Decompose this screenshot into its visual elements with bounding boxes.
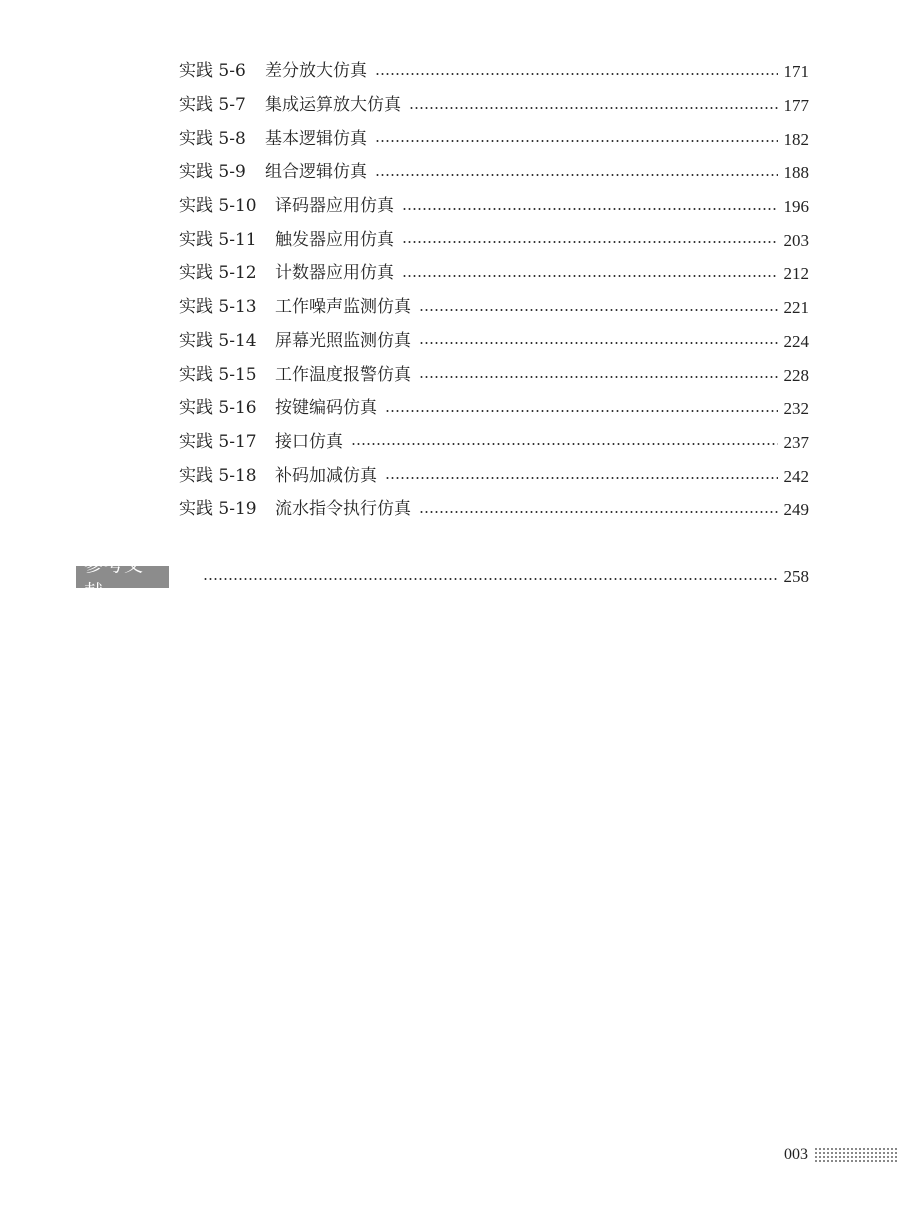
references-page: 258	[783, 567, 809, 586]
toc-entry[interactable]	[179, 459, 809, 493]
toc-entry-title: 补码加减仿真	[275, 465, 377, 486]
leader-dots	[419, 342, 778, 344]
leader-dots	[409, 107, 778, 109]
toc-entry-title: 基本逻辑仿真	[265, 128, 367, 149]
toc-entry-title: 计数器应用仿真	[275, 263, 394, 284]
toc-entry[interactable]	[179, 426, 809, 460]
toc-entry-number: 实践 5-12	[179, 263, 257, 284]
toc-entry-page: 232	[783, 399, 809, 419]
toc-entry-title: 译码器应用仿真	[275, 196, 394, 217]
leader-dots	[375, 73, 778, 75]
leader-dots	[419, 376, 778, 378]
toc-entry-page: 228	[783, 365, 809, 385]
dot-pattern-decoration	[814, 1147, 898, 1163]
toc-entry-number: 实践 5-7	[179, 95, 246, 116]
toc-entry-number: 实践 5-6	[179, 61, 246, 82]
toc-entry-number: 实践 5-16	[179, 398, 257, 419]
toc-entry[interactable]	[179, 257, 809, 291]
toc-entry-title: 按键编码仿真	[275, 398, 377, 419]
toc-entry-page: 177	[783, 96, 809, 116]
leader-dots	[375, 140, 778, 142]
toc-entry-number: 实践 5-15	[179, 364, 257, 385]
leader-dots	[402, 241, 778, 243]
leader-dots	[375, 174, 778, 176]
toc-entry[interactable]	[179, 122, 809, 156]
toc-entry-number: 实践 5-11	[179, 229, 257, 250]
toc-entry-title: 工作噪声监测仿真	[275, 297, 411, 318]
toc-entry-page: 212	[783, 264, 809, 284]
leader-dots	[419, 511, 778, 513]
toc-entry-title: 接口仿真	[275, 431, 343, 452]
toc-entry-title: 差分放大仿真	[265, 61, 367, 82]
leader-dots	[203, 578, 778, 580]
references-entry[interactable]	[76, 554, 809, 603]
page-number: 003	[784, 1146, 808, 1163]
toc-entry[interactable]	[179, 156, 809, 190]
toc-entry-page: 203	[783, 230, 809, 250]
toc-entry-title: 组合逻辑仿真	[265, 162, 367, 183]
toc-entry-number: 实践 5-10	[179, 196, 257, 217]
toc-entry-number: 实践 5-18	[179, 465, 257, 486]
leader-dots	[351, 443, 778, 445]
toc-entry-title: 流水指令执行仿真	[275, 499, 411, 520]
leader-dots	[402, 275, 778, 277]
references-label: 参考文献	[76, 566, 169, 588]
toc-entry-page: 249	[783, 500, 809, 520]
toc-entry-page: 237	[783, 432, 809, 452]
toc-entry-page: 221	[783, 298, 809, 318]
toc-entry-page: 171	[783, 62, 809, 82]
toc-entry-number: 实践 5-9	[179, 162, 246, 183]
toc-entry-page: 196	[783, 197, 809, 217]
toc-entry[interactable]	[179, 392, 809, 426]
page-footer	[784, 1146, 898, 1164]
leader-dots	[385, 410, 778, 412]
toc-entry[interactable]	[179, 55, 809, 89]
toc-entry-title: 触发器应用仿真	[275, 229, 394, 250]
toc-entry[interactable]	[179, 493, 809, 527]
toc-entry[interactable]	[179, 190, 809, 224]
toc-entry-page: 188	[783, 163, 809, 183]
toc-entry[interactable]	[179, 291, 809, 325]
toc-entry-title: 集成运算放大仿真	[265, 95, 401, 116]
toc-entry-number: 实践 5-14	[179, 330, 257, 351]
toc-list	[179, 55, 809, 527]
toc-entry[interactable]	[179, 325, 809, 359]
toc-entry[interactable]	[179, 89, 809, 123]
leader-dots	[419, 309, 778, 311]
toc-entry-title: 工作温度报警仿真	[275, 364, 411, 385]
toc-entry-number: 实践 5-13	[179, 297, 257, 318]
toc-entry-number: 实践 5-8	[179, 128, 246, 149]
toc-entry-number: 实践 5-17	[179, 431, 257, 452]
leader-dots	[385, 477, 778, 479]
toc-entry-number: 实践 5-19	[179, 499, 257, 520]
toc-entry[interactable]	[179, 223, 809, 257]
toc-entry[interactable]	[179, 358, 809, 392]
toc-entry-page: 242	[783, 466, 809, 486]
toc-entry-page: 182	[783, 129, 809, 149]
toc-entry-title: 屏幕光照监测仿真	[275, 330, 411, 351]
toc-entry-page: 224	[783, 331, 809, 351]
leader-dots	[402, 208, 778, 210]
